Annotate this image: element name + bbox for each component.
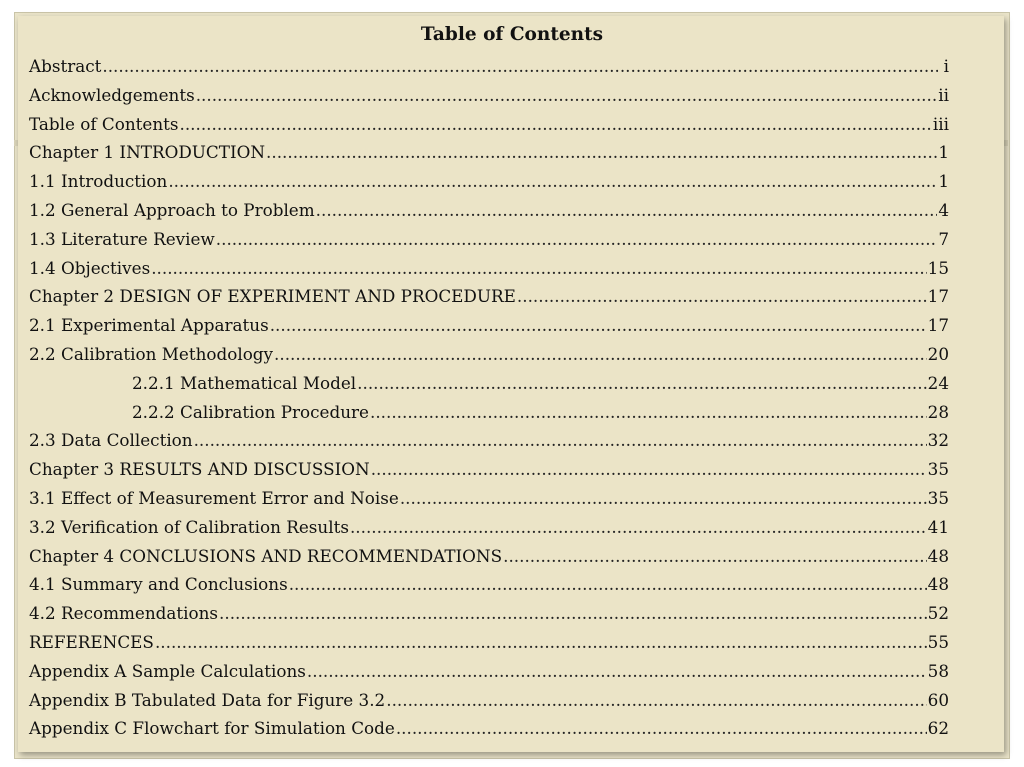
toc-entry-label: Abstract xyxy=(29,56,102,76)
page-title: Table of Contents xyxy=(420,24,604,45)
dot-leader xyxy=(102,52,938,81)
dot-leader xyxy=(316,196,938,225)
toc-entry[interactable] xyxy=(29,196,949,225)
dot-leader xyxy=(517,282,927,311)
toc-entry-label: 2.1 Experimental Apparatus xyxy=(29,315,269,336)
dot-leader xyxy=(357,369,926,398)
toc-entry[interactable] xyxy=(29,110,949,139)
toc-entry[interactable] xyxy=(29,225,949,254)
toc-entry[interactable] xyxy=(29,398,949,427)
dot-leader xyxy=(266,138,937,167)
dot-leader xyxy=(386,686,926,715)
toc-entry[interactable] xyxy=(29,81,949,110)
toc-entry-label: REFERENCES xyxy=(29,631,154,652)
toc-entry-label: 1.4 Objectives xyxy=(29,257,151,278)
dot-leader xyxy=(400,484,927,513)
toc-entry-label: 2.3 Data Collection xyxy=(29,430,193,451)
toc-entry-label: 3.2 Verification of Calibration Results xyxy=(29,516,349,537)
toc-entry-page: 62 xyxy=(927,718,949,739)
dot-leader xyxy=(371,455,927,484)
toc-entry-page: 60 xyxy=(927,689,949,710)
toc-entry-page: 41 xyxy=(927,516,949,537)
toc-entry-page: 1 xyxy=(938,171,949,192)
dot-leader xyxy=(270,311,927,340)
toc-entry[interactable] xyxy=(29,455,949,484)
toc-entry-page: 24 xyxy=(927,372,949,393)
toc-entry-page: 48 xyxy=(927,574,949,595)
toc-entry-label: 2.2.2 Calibration Procedure xyxy=(132,401,369,422)
dot-leader xyxy=(194,426,927,455)
toc-entry-page: 4 xyxy=(938,199,949,220)
toc-entry[interactable] xyxy=(29,599,949,628)
toc-entry[interactable] xyxy=(29,570,949,599)
dot-leader xyxy=(168,167,937,196)
dot-leader xyxy=(289,570,927,599)
toc-entry[interactable] xyxy=(29,167,949,196)
toc-list xyxy=(29,52,949,743)
toc-entry[interactable] xyxy=(29,686,949,715)
dot-leader xyxy=(274,340,927,369)
toc-entry-page: 35 xyxy=(927,487,949,508)
toc-entry-label: 2.2 Calibration Methodology xyxy=(29,343,274,364)
dot-leader xyxy=(151,254,926,283)
toc-entry[interactable] xyxy=(29,513,949,542)
toc-entry-page: 35 xyxy=(927,459,949,480)
dot-leader xyxy=(350,513,927,542)
toc-entry[interactable] xyxy=(29,282,949,311)
toc-entry-label: Acknowledgements xyxy=(29,84,195,105)
toc-entry-label: 4.1 Summary and Conclusions xyxy=(29,574,288,595)
toc-entry-label: 2.2.1 Mathematical Model xyxy=(132,372,357,393)
toc-entry-label: 1.3 Literature Review xyxy=(29,228,215,249)
toc-entry-page: 1 xyxy=(938,142,949,163)
toc-entry-label: 4.2 Recommendations xyxy=(29,603,219,624)
toc-entry-page: 20 xyxy=(927,343,949,364)
toc-entry-page: 7 xyxy=(938,228,949,249)
toc-entry-label: Table of Contents xyxy=(29,113,179,134)
toc-entry-label: Chapter 3 RESULTS AND DISCUSSION xyxy=(29,459,370,480)
dot-leader xyxy=(307,657,927,686)
toc-entry-page: 48 xyxy=(927,545,949,566)
toc-entry-label: Chapter 2 DESIGN OF EXPERIMENT AND PROCEDURE xyxy=(29,286,516,307)
toc-entry-label: Appendix B Tabulated Data for Figure 3.2 xyxy=(29,689,386,710)
toc-entry-label: 1.2 General Approach to Problem xyxy=(29,199,315,220)
toc-entry-page: 28 xyxy=(927,401,949,422)
toc-entry[interactable] xyxy=(29,628,949,657)
toc-entry[interactable] xyxy=(29,340,949,369)
dot-leader xyxy=(196,81,938,110)
toc-entry-page: 17 xyxy=(927,315,949,336)
dot-leader xyxy=(155,628,927,657)
dot-leader xyxy=(219,599,927,628)
toc-entry-page: 55 xyxy=(927,631,949,652)
dot-leader xyxy=(396,714,927,743)
toc-entry-page: 52 xyxy=(927,603,949,624)
toc-entry-page: 58 xyxy=(927,660,949,681)
dot-leader xyxy=(503,542,927,571)
toc-entry-page: 32 xyxy=(927,430,949,451)
toc-entry[interactable] xyxy=(29,311,949,340)
toc-entry-label: Appendix A Sample Calculations xyxy=(29,660,306,681)
toc-entry-page: iii xyxy=(932,113,949,134)
toc-entry[interactable] xyxy=(29,714,949,743)
toc-entry-label: Chapter 1 INTRODUCTION xyxy=(29,142,266,163)
toc-entry-page: ii xyxy=(938,84,949,105)
toc-entry-label: 3.1 Effect of Measurement Error and Noise xyxy=(29,487,399,508)
toc-entry[interactable] xyxy=(29,254,949,283)
dot-leader xyxy=(180,110,932,139)
dot-leader xyxy=(370,398,927,427)
toc-entry[interactable] xyxy=(29,52,949,81)
toc-entry[interactable] xyxy=(29,657,949,686)
toc-entry-label: 1.1 Introduction xyxy=(29,171,168,192)
toc-entry-label: Appendix C Flowchart for Simulation Code xyxy=(29,718,395,739)
toc-entry-page: 15 xyxy=(927,257,949,278)
toc-entry[interactable] xyxy=(29,484,949,513)
toc-entry-label: Chapter 4 CONCLUSIONS AND RECOMMENDATIONS xyxy=(29,545,503,566)
toc-entry[interactable] xyxy=(29,138,949,167)
dot-leader xyxy=(216,225,938,254)
toc-entry[interactable] xyxy=(29,369,949,398)
toc-entry-page: i xyxy=(943,56,949,76)
toc-entry-page: 17 xyxy=(927,286,949,307)
toc-entry[interactable] xyxy=(29,426,949,455)
toc-entry[interactable] xyxy=(29,542,949,571)
